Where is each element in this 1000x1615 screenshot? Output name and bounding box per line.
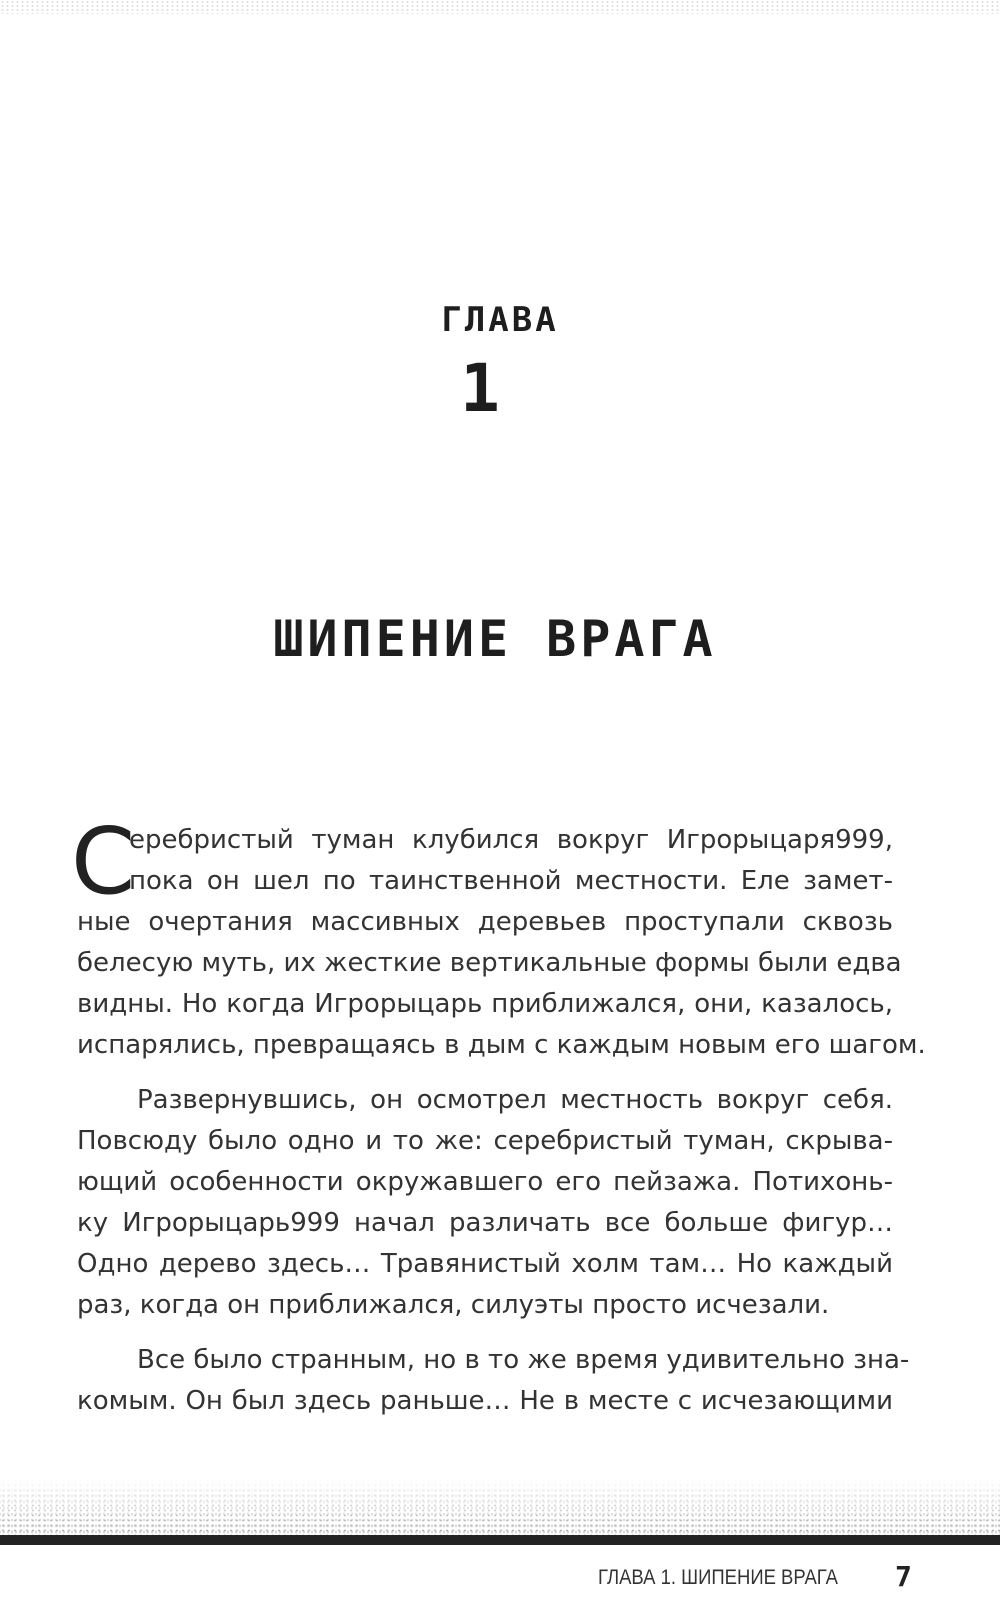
- chapter-number: 1: [460, 350, 500, 427]
- footer-rule: [0, 1535, 1000, 1545]
- text-line: пока он шел по таинственной местности. Еле замет-: [129, 866, 893, 896]
- decorative-pixel-border-top: [0, 0, 1000, 14]
- body-text: [71, 808, 926, 1436]
- running-title: ГЛАВА 1. ШИПЕНИЕ ВРАГА: [598, 1566, 838, 1589]
- text-line: комым. Он был здесь раньше… Не в месте с исчезающими: [77, 1386, 893, 1416]
- text-line: Одно дерево здесь… Травянистый холм там… Но каждый: [77, 1249, 893, 1279]
- decorative-pixel-border-bottom: [0, 1478, 1000, 1536]
- text-line: ку Игрорыцарь999 начал различать все больше фигур…: [77, 1208, 893, 1238]
- text-line: раз, когда он приближался, силуэты просто исчезали.: [77, 1290, 830, 1320]
- chapter-title: ШИПЕНИЕ ВРАГА: [273, 610, 717, 668]
- text-line: Повсюду было одно и то же: серебристый туман, скрыва-: [77, 1126, 893, 1156]
- paragraph-3: [77, 1340, 910, 1422]
- paragraph-1: [77, 820, 926, 1066]
- text-line: испарялись, превращаясь в дым с каждым новым его шагом.: [77, 1030, 926, 1060]
- text-line: белесую муть, их жесткие вертикальные формы были едва: [77, 948, 902, 978]
- page-number: 7: [895, 1560, 912, 1593]
- text-line: Все было странным, но в то же время удивительно зна-: [137, 1345, 910, 1375]
- text-line: ные очертания массивных деревьев проступали сквозь: [77, 907, 893, 937]
- text-line: Развернувшись, он осмотрел местность вокруг себя.: [137, 1085, 893, 1115]
- drop-cap: С: [71, 808, 136, 915]
- text-line: видны. Но когда Игрорыцарь приближался, они, казалось,: [77, 989, 893, 1019]
- chapter-label: ГЛАВА: [441, 300, 559, 340]
- paragraph-2: [77, 1080, 893, 1326]
- text-line: еребристый туман клубился вокруг Игрорыцаря999,: [129, 825, 893, 855]
- text-line: ющий особенности окружавшего его пейзажа. Потихонь-: [77, 1167, 893, 1197]
